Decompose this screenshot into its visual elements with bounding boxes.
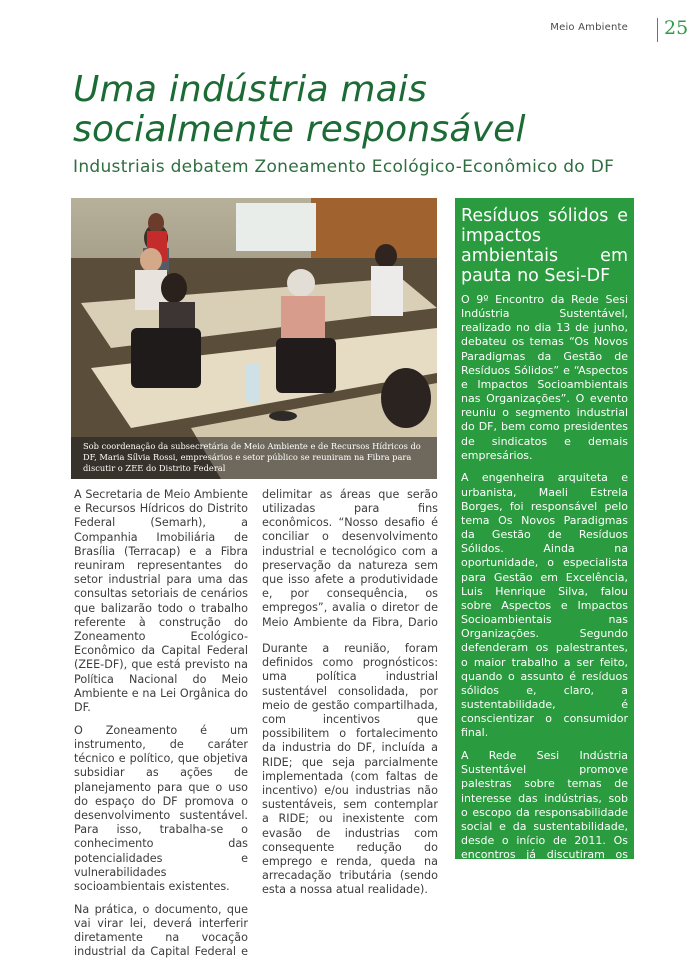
sidebar-paragraph: A engenheira arquiteta e urbanista, Maeli Estrela Borges, foi responsável pelo tema Os Novos Paradigmas da Gestão de Resíduos Sólidos. Ainda na oportunidade, o especialista para Gestão em Excelência, Luis Henrique Silva, falou sobre Aspectos e Impactos Socioambientais nas Organizações. Segundo defenderam os palestrantes, o maior trabalho a ser feito, quando o assunto é resíduos sólidos e, claro, a sustentabilidade, é conscientizar o consumidor final. xyxy=(461,471,628,740)
article-paragraph: Durante a reunião, foram definidos como prognósticos: uma política industrial sustentável consolidada, por meio de gestão compartilhada, com incentivos que possibilitem o fortalecimento da industria do DF, incluída a RIDE; que seja parcialmente implementada (com faltas de incentivo) e/ou industrias não sustentáveis, sem contemplar a RIDE; ou inexistente com evasão de industrias com consequente redução do emprego e renda, queda na arrecadação tributária (sendo esta a nossa atual realidade). xyxy=(262,642,438,897)
article-title xyxy=(73,70,633,150)
header-divider xyxy=(657,18,658,42)
photo-caption: Sob coordenação da subsecretária de Meio Ambiente e de Recursos Hídricos do DF, Maria Sílvia Rossi, empresários e setor público se reuniram na Fibra para discutir o ZEE do Distrito Federal xyxy=(71,437,437,479)
article-paragraph: Na prática, o documento, que vai virar lei, deverá interferir diretamente na vocação industrial da Capital Federal e xyxy=(74,902,248,959)
article-subtitle: Industriais debatem Zoneamento Ecológico-Econômico do DF xyxy=(73,157,615,177)
title-line-2: socialmente responsável xyxy=(73,109,526,150)
page-number: 25 xyxy=(664,17,689,39)
meeting-photo xyxy=(71,198,437,479)
title-line-1: Uma indústria mais xyxy=(73,69,428,110)
article-paragraph: O Zoneamento é um instrumento, de caráter técnico e político, que objetiva subsidiar as ações de planejamento para que o uso do espaço do DF promova o desenvolvimento sustentável. Para isso, trabalha-se o conhecimento das potencialidades e vulnerabilidades socioambientais existentes. xyxy=(74,723,248,893)
article-paragraph-continued xyxy=(262,488,438,631)
article-column-1 xyxy=(74,488,248,960)
section-label: Meio Ambiente xyxy=(550,22,628,33)
article-column-2 xyxy=(262,488,438,906)
sidebar-paragraph: O 9º Encontro da Rede Sesi Indústria Sustentável, realizado no dia 13 de junho, debateu os temas “Os Novos Paradigmas da Gestão de Resíduos Sólidos” e “Aspectos e Impactos Socioambientais nas Organizações”. O evento reuniu o segmento industrial do DF, bem como presidentes de sindicatos e demais empresários. xyxy=(461,293,628,462)
sidebar-box xyxy=(455,198,634,961)
sidebar-title: Resíduos sólidos e impactos ambientais em pauta no Sesi-DF xyxy=(461,206,628,286)
article-paragraph: A Secretaria de Meio Ambiente e Recursos Hídricos do Distrito Federal (Semarh), a Companhia Imobiliária de Brasília (Terracap) e a Fibra reuniram representantes do setor industrial para uma das consultas setoriais de cenários que balizarão todo o trabalho referente à construção do Zoneamento Ecológico-Econômico da Capital Federal (ZEE-DF), que está previsto na Política Nacional do Meio Ambiente e na Lei Orgânica do DF. xyxy=(74,488,248,715)
sidebar-paragraph: A Rede Sesi Indústria Sustentável promove palestras sobre temas de interesse das indústrias, sob o escopo da responsabilidade social e da sustentabilidade, desde o início de 2011. Os encontros já discutiram os temas: Inclusão da Pessoa com Deficiência, ISO 26000, Inovação na Indústria, Sustentabilidade na Prática, Líderes Sustentáveis, Investimento Social Privado, entre outros. xyxy=(461,749,628,961)
continued-text: delimitar as áreas que serão utilizadas para fins econômicos. “Nosso desafio é conciliar o desenvolvimento industrial e tecnológico com a preservação da natureza sem que isso afete a produtividade e, por consequência, os empregos”, avalia o diretor de Meio Ambiente da Fibra, Dario xyxy=(262,488,438,629)
